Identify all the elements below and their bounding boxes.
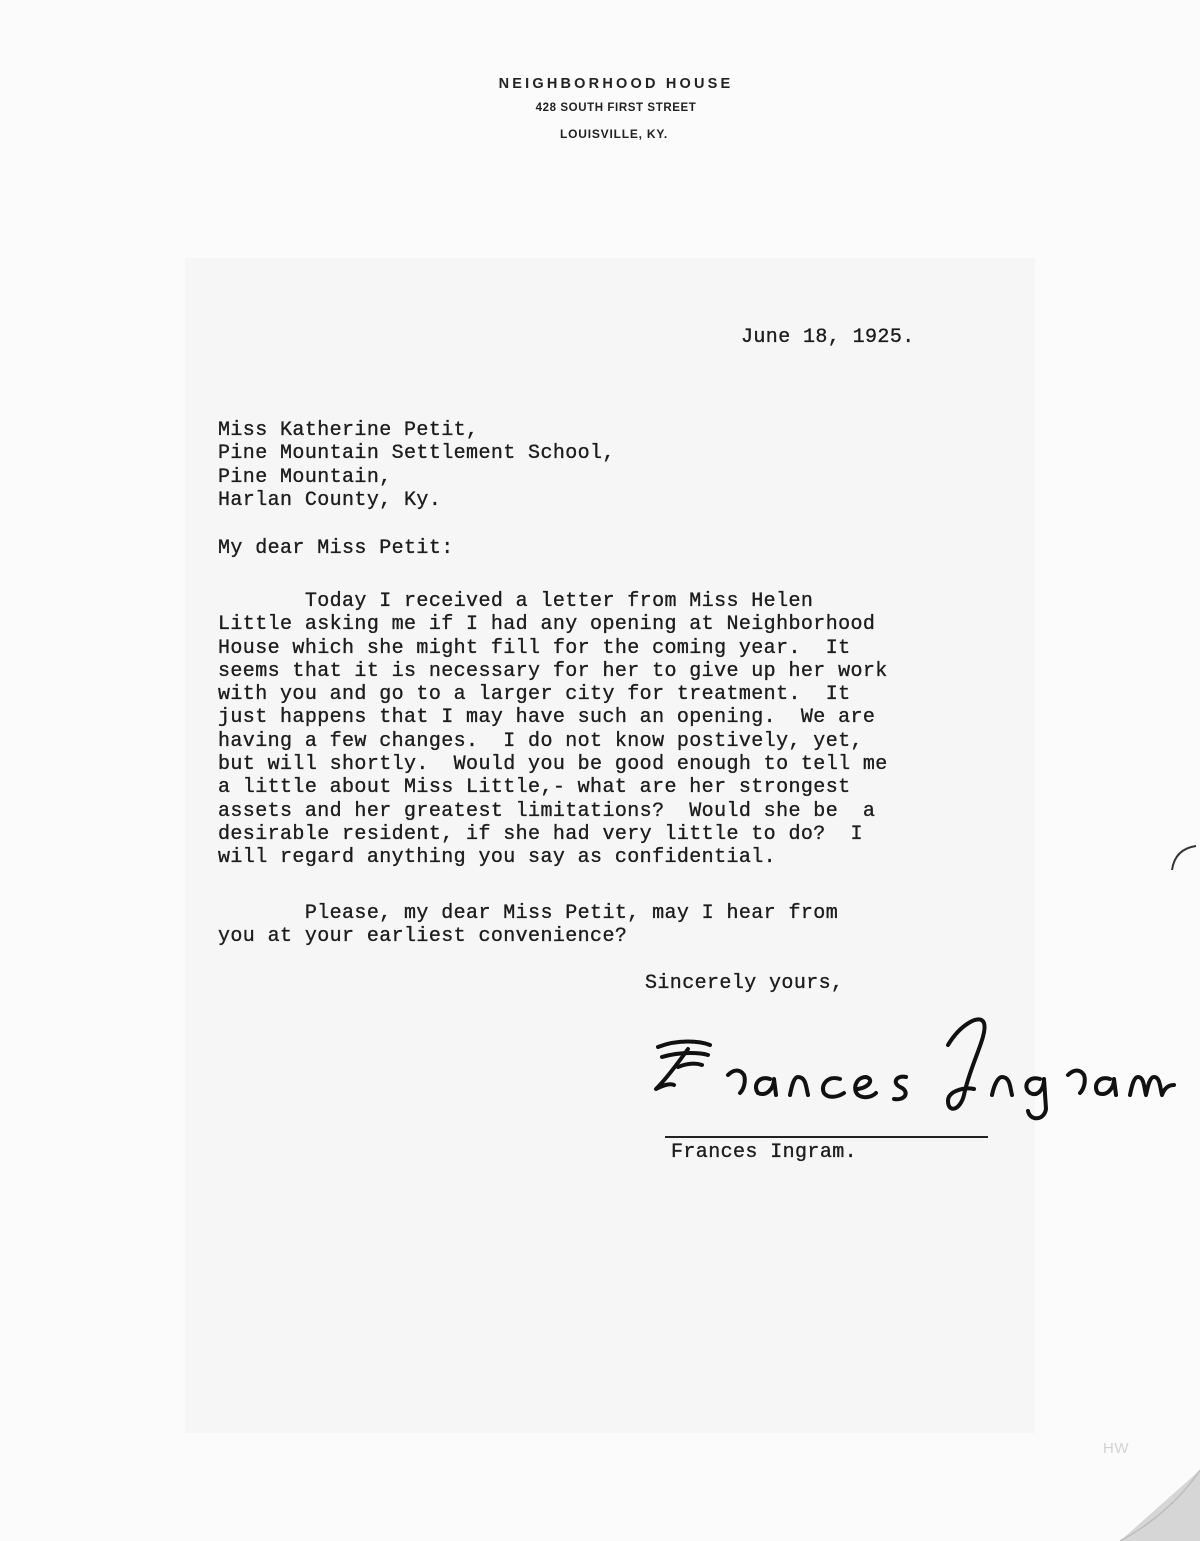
page-corner-curl-icon bbox=[1120, 1470, 1200, 1541]
archive-watermark: HW bbox=[1103, 1440, 1129, 1457]
body-line: you at your earliest convenience? bbox=[218, 925, 628, 949]
salutation: My dear Miss Petit: bbox=[218, 537, 454, 560]
recipient-address bbox=[218, 419, 615, 512]
body-line: House which she might fill for the coming year. It bbox=[218, 636, 851, 660]
body-line: but will shortly. Would you be good enough to tell me bbox=[218, 753, 888, 777]
recipient-line: Harlan County, Ky. bbox=[218, 488, 442, 512]
body-paragraph-1 bbox=[218, 590, 888, 870]
letterhead-street: 428 SOUTH FIRST STREET bbox=[535, 102, 697, 114]
complimentary-close: Sincerely yours, bbox=[645, 972, 844, 995]
body-line: Please, my dear Miss Petit, may I hear from bbox=[218, 902, 839, 925]
letter-date: June 18, 1925. bbox=[741, 326, 915, 349]
recipient-line: Pine Mountain Settlement School, bbox=[218, 442, 615, 466]
body-line: desirable resident, if she had very little to do? I bbox=[218, 822, 863, 846]
signature-line bbox=[665, 1136, 988, 1138]
body-line: with you and go to a larger city for treatment. It bbox=[218, 683, 851, 707]
body-line: seems that it is necessary for her to give up her work bbox=[218, 659, 888, 683]
letterhead-organization: NEIGHBORHOOD HOUSE bbox=[498, 76, 734, 92]
body-line: will regard anything you say as confidential. bbox=[218, 846, 777, 870]
body-line: having a few changes. I do not know postively, yet, bbox=[218, 729, 863, 753]
body-paragraph-2 bbox=[218, 902, 838, 949]
recipient-line: Miss Katherine Petit, bbox=[218, 419, 479, 442]
body-line: assets and her greatest limitations? Would she be a bbox=[218, 799, 876, 823]
letterhead-city: LOUISVILLE, KY. bbox=[559, 127, 668, 141]
body-line: a little about Miss Little,- what are her strongest bbox=[218, 776, 851, 800]
body-line: Today I received a letter from Miss Helen bbox=[218, 590, 814, 613]
body-line: just happens that I may have such an opening. We are bbox=[218, 706, 876, 730]
handwritten-signature-icon bbox=[648, 1005, 1188, 1125]
pencil-fold-mark-icon bbox=[1166, 838, 1200, 878]
signatory-typed-name: Frances Ingram. bbox=[671, 1141, 858, 1164]
body-line: Little asking me if I had any opening at Neighborhood bbox=[218, 613, 876, 637]
recipient-line: Pine Mountain, bbox=[218, 465, 392, 489]
